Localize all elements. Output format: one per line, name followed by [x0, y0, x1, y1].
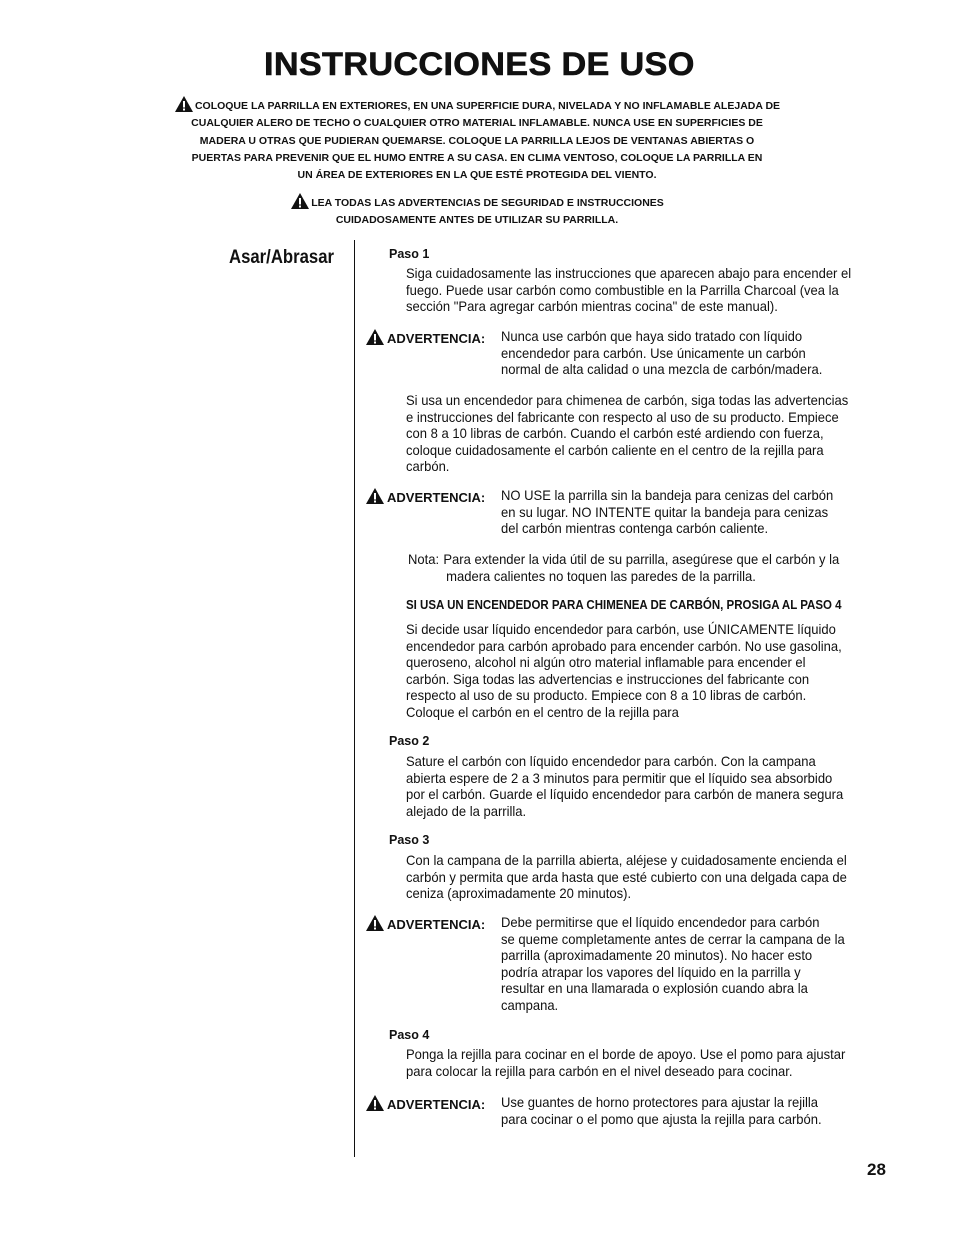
text-line: respecto al uso de su producto. Empiece con 8 a 10 libras de carbón. [406, 687, 807, 704]
outdoor-warning [0, 95, 954, 184]
text-line: queroseno, alcohol ni algún otro material inflamable para encender el [406, 654, 806, 671]
note [408, 551, 839, 584]
text-line: ceniza (aproximadamente 20 minutos). [406, 885, 632, 902]
text-line: encendedor para carbón aprobado para encender carbón. No use gasolina, [406, 637, 842, 654]
text-line: se queme completamente antes de cerrar la campana de la [501, 930, 845, 947]
lighter-fluid-text [406, 621, 842, 721]
text-line: Nunca use carbón que haya sido tratado con líquido [501, 328, 803, 344]
warning-label-text: ADVERTENCIA: [387, 1097, 486, 1112]
text-line: del carbón mientras contenga carbón caliente. [501, 520, 769, 537]
text-line: parrilla (aproximadamente 20 minutos). No hacer esto [501, 947, 813, 964]
text-line: Ponga la rejilla para cocinar en el borde de apoyo. Use el pomo para ajustar [406, 1046, 846, 1062]
text-line: campana. [501, 996, 559, 1013]
warning-triangle-icon [365, 328, 385, 346]
outdoor-warning-line: PUERTAS PARA PREVENIR QUE EL HUMO ENTRE A SU CASA. EN CLIMA VENTOSO, COLOQUE LA PARRILLA EN [191, 151, 763, 164]
text-line: podría atrapar los vapores del líquido en la parrilla y [501, 963, 801, 980]
step-3-label: Paso 3 [389, 833, 430, 847]
outdoor-warning-line: CUALQUIER ALERO DE TECHO O CUALQUIER OTRO MATERIAL INFLAMABLE. NUNCA USE EN SUPERFICIES DE [191, 117, 763, 130]
text-line: Debe permitirse que el líquido encendedor para carbón [501, 914, 820, 930]
warning-triangle-icon [365, 487, 385, 505]
vertical-divider [354, 240, 355, 1157]
text-line: carbón y permita que arda hasta que esté cubierto con una delgada capa de [406, 868, 847, 885]
text-line: por el carbón. Guarde el líquido encendedor para carbón de manera segura [406, 786, 844, 803]
text-line: Para extender la vida útil de su parrilla, asegúrese que el carbón y la [443, 551, 840, 567]
read-warning-line: CUIDADOSAMENTE ANTES DE UTILIZAR SU PARRILLA. [335, 214, 619, 227]
warning-2-text [501, 487, 833, 537]
text-line: madera calientes no toquen las paredes de la parrilla. [446, 567, 756, 584]
text-line: para cocinar o el pomo que ajusta la rejilla para carbón. [501, 1110, 822, 1127]
warning-label-text: ADVERTENCIA: [387, 917, 486, 932]
step-3-text [406, 852, 847, 902]
text-line: Use guantes de horno protectores para ajustar la rejilla [501, 1094, 819, 1110]
text-line: coloque cuidadosamente el carbón caliente en el centro de la rejilla para [406, 441, 824, 458]
warning-triangle-icon [365, 1094, 385, 1112]
read-warning-line: LEA TODAS LAS ADVERTENCIAS DE SEGURIDAD E INSTRUCCIONES [311, 197, 664, 209]
page-title: INSTRUCCIONES DE USO [264, 46, 695, 82]
text-line: fuego. Puede usar carbón como combustible en la Parrilla Charcoal (vea la [406, 281, 839, 298]
outdoor-warning-line: MADERA U OTRAS QUE PUDIERAN QUEMARSE. COLOQUE LA PARRILLA LEJOS DE VENTANAS ABIERTAS O [199, 134, 755, 147]
warning-triangle-icon [174, 95, 194, 113]
text-line: para colocar la rejilla para carbón en el nivel deseado para cocinar. [406, 1062, 793, 1079]
outdoor-warning-line: COLOQUE LA PARRILLA EN EXTERIORES, EN UNA SUPERFICIE DURA, NIVELADA Y NO INFLAMABLE ALEJADA DE [194, 100, 781, 112]
step-1-text [406, 265, 851, 315]
step-1-label: Paso 1 [389, 247, 430, 261]
text-line: abierta espere de 2 a 3 minutos para permitir que el líquido sea absorbido [406, 769, 833, 786]
page-number: 28 [867, 1160, 886, 1179]
text-line: Sature el carbón con líquido encendedor para carbón. Con la campana [406, 753, 816, 769]
warning-label [365, 328, 485, 346]
step-2-label: Paso 2 [389, 734, 430, 748]
text-line: Coloque el carbón en el centro de la rejilla para [406, 703, 679, 720]
warning-label-text: ADVERTENCIA: [387, 331, 486, 346]
text-line: Con la campana de la parrilla abierta, aléjese y cuidadosamente encienda el [406, 852, 847, 868]
text-line: con 8 a 10 libras de carbón. Cuando el carbón esté ardiendo con fuerza, [406, 425, 824, 442]
step-2-text [406, 753, 843, 819]
warning-3-text [501, 914, 845, 1014]
warning-label [365, 1094, 485, 1112]
text-line: sección "Para agregar carbón mientras cocina" de este manual). [406, 298, 778, 315]
text-line: encendedor para carbón. Use únicamente un carbón [501, 344, 806, 361]
read-instructions-warning [0, 192, 954, 230]
outdoor-warning-line: UN ÁREA DE EXTERIORES EN LA QUE ESTÉ PROTEGIDA DEL VIENTO. [297, 169, 657, 182]
text-line: carbón. Siga todas las advertencias e instrucciones del fabricante con [406, 670, 810, 687]
text-line: Siga cuidadosamente las instrucciones que aparecen abajo para encender el [406, 265, 852, 281]
chimney-starter-text [406, 392, 848, 475]
warning-1-text [501, 328, 822, 378]
warning-4-text [501, 1094, 822, 1127]
text-line: resultar en una llamarada o explosión cuando abra la [501, 980, 808, 997]
warning-triangle-icon [365, 914, 385, 932]
text-line: NO USE la parrilla sin la bandeja para cenizas del carbón [501, 487, 834, 503]
step-4-label: Paso 4 [389, 1028, 430, 1042]
text-line: carbón. [406, 458, 450, 475]
warning-label-text: ADVERTENCIA: [387, 490, 486, 505]
note-label: Nota: [408, 551, 440, 567]
text-line: Si decide usar líquido encendedor para carbón, use ÚNICAMENTE líquido [406, 621, 836, 637]
text-line: normal de alta calidad o una mezcla de carbón/madera. [501, 361, 823, 378]
text-line: e instrucciones del fabricante con respecto al uso de su producto. Empiece [406, 408, 839, 425]
warning-triangle-icon [290, 192, 310, 210]
warning-label [365, 914, 485, 932]
step-4-text [406, 1046, 845, 1079]
text-line: Si usa un encendedor para chimenea de carbón, siga todas las advertencias [406, 392, 849, 408]
warning-label [365, 487, 485, 505]
text-line: alejado de la parrilla. [406, 802, 527, 819]
section-title: Asar/Abrasar [229, 247, 335, 268]
text-line: en su lugar. NO INTENTE quitar la bandeja para cenizas [501, 503, 829, 520]
chimney-subheading: SI USA UN ENCENDEDOR PARA CHIMENEA DE CARBÓN, PROSIGA AL PASO 4 [406, 598, 842, 612]
